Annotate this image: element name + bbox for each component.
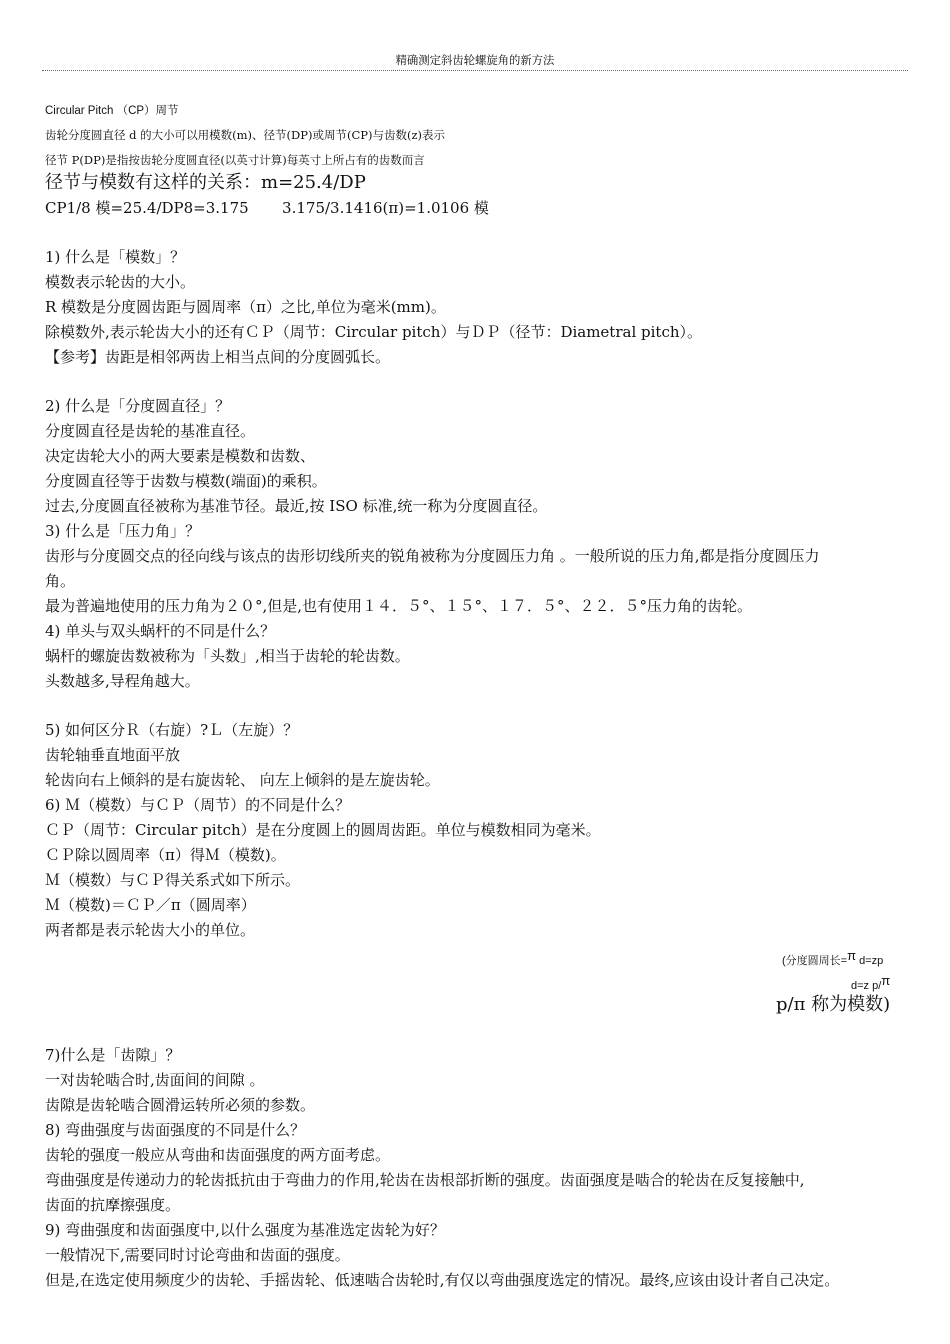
intro-line-3: 径节 P(DP)是指按齿轮分度圆直径(以英寸计算)每英寸上所占有的齿数而言 <box>45 153 425 167</box>
q6-line: 两者都是表示轮齿大小的单位。 <box>45 921 256 939</box>
q8-line: 齿轮的强度一般应从弯曲和齿面强度的两方面考虑。 <box>45 1146 391 1164</box>
q6-line: Ｍ（模数）与ＣＰ得关系式如下所示。 <box>45 871 301 889</box>
pi-symbol: π <box>847 948 857 963</box>
q1-title: 1) 什么是「模数」？ <box>45 248 186 266</box>
q1-line: 【参考】齿距是相邻两齿上相当点间的分度圆弧长。 <box>45 348 391 366</box>
q4-line: 蜗杆的螺旋齿数被称为「头数」,相当于齿轮的轮齿数。 <box>45 647 410 665</box>
q1-line: R 模数是分度圆齿距与圆周率（π）之比,单位为毫米(mm)。 <box>45 298 446 316</box>
header-divider <box>42 70 908 71</box>
q6-title: 6) Ｍ（模数）与ＣＰ（周节）的不同是什么？ <box>45 796 351 814</box>
pi-symbol: π <box>881 973 891 988</box>
q6-note-diameter: d=z p/π <box>851 973 891 992</box>
q7-line: 一对齿轮啮合时,齿面间的间隙 。 <box>45 1071 265 1089</box>
q7-line: 齿隙是齿轮啮合圆滑运转所必须的参数。 <box>45 1096 316 1114</box>
q9-line: 一般情况下,需要同时讨论弯曲和齿面的强度。 <box>45 1246 350 1264</box>
q8-line: 弯曲强度是传递动力的轮齿抵抗由于弯曲力的作用,轮齿在齿根部折断的强度。齿面强度是啮合的轮齿在反复接触中, <box>45 1171 805 1189</box>
q6-line: Ｍ（模数)＝ＣＰ／π（圆周率） <box>45 896 256 914</box>
page-header-title: 精确测定斜齿轮螺旋角的新方法 <box>395 53 555 67</box>
q5-title: 5) 如何区分Ｒ（右旋）?Ｌ（左旋）？ <box>45 721 299 739</box>
q3-line: 最为普遍地使用的压力角为２０°,但是,也有使用１４．５°、１５°、１７．５°、２２．５°压力角的齿轮。 <box>45 597 753 615</box>
relation-formula: 径节与模数有这样的关系：m=25.4/DP <box>45 172 366 193</box>
q4-line: 头数越多,导程角越大。 <box>45 672 200 690</box>
q8-title: 8) 弯曲强度与齿面强度的不同是什么？ <box>45 1121 306 1139</box>
q3-title: 3) 什么是「压力角」？ <box>45 522 201 540</box>
q2-line: 过去,分度圆直径被称为基准节径。最近,按 ISO 标准,统一称为分度圆直径。 <box>45 497 548 515</box>
q6-note-circumference: (分度圆周长=π d=zp <box>782 948 884 967</box>
q6-note-module: p/π 称为模数) <box>776 994 891 1015</box>
q7-title: 7)什么是「齿隙」？ <box>45 1046 181 1064</box>
q1-line: 模数表示轮齿的大小。 <box>45 273 196 291</box>
q9-title: 9) 弯曲强度和齿面强度中,以什么强度为基准选定齿轮为好？ <box>45 1221 445 1239</box>
q6-line: ＣＰ（周节：Circular pitch）是在分度圆上的圆周齿距。单位与模数相同为毫米。 <box>45 821 601 839</box>
intro-line-2: 齿轮分度圆直径 d 的大小可以用模数(m)、径节(DP)或周节(CP)与齿数(z)表示 <box>45 128 446 142</box>
q3-line: 齿形与分度圆交点的径向线与该点的齿形切线所夹的锐角被称为分度圆压力角 。一般所说的压力角,都是指分度圆压力 <box>45 547 820 565</box>
q3-line: 角。 <box>45 572 76 590</box>
q2-title: 2) 什么是「分度圆直径」？ <box>45 397 231 415</box>
example-formula: CP1/8 模=25.4/DP8=3.175 3.175/3.1416(π)=1.0106 模 <box>45 199 489 217</box>
q9-line: 但是,在选定使用频度少的齿轮、手摇齿轮、低速啮合齿轮时,有仅以弯曲强度选定的情况。最终,应该由设计者自己决定。 <box>45 1271 840 1289</box>
q1-line: 除模数外,表示轮齿大小的还有ＣＰ（周节：Circular pitch）与ＤＰ（径节：Diametral pitch）。 <box>45 323 703 341</box>
circular-pitch-label: Circular Pitch （CP）周节 <box>45 105 179 117</box>
q6-line: ＣＰ除以圆周率（π）得Ｍ（模数)。 <box>45 846 286 864</box>
q5-line: 齿轮轴垂直地面平放 <box>45 746 181 764</box>
q4-title: 4) 单头与双头蜗杆的不同是什么？ <box>45 622 276 640</box>
q5-line: 轮齿向右上倾斜的是右旋齿轮、 向左上倾斜的是左旋齿轮。 <box>45 771 440 789</box>
q2-line: 分度圆直径是齿轮的基准直径。 <box>45 422 256 440</box>
q8-line: 齿面的抗摩擦强度。 <box>45 1196 181 1214</box>
q2-line: 分度圆直径等于齿数与模数(端面)的乘积。 <box>45 472 327 490</box>
q2-line: 决定齿轮大小的两大要素是模数和齿数、 <box>45 447 316 465</box>
